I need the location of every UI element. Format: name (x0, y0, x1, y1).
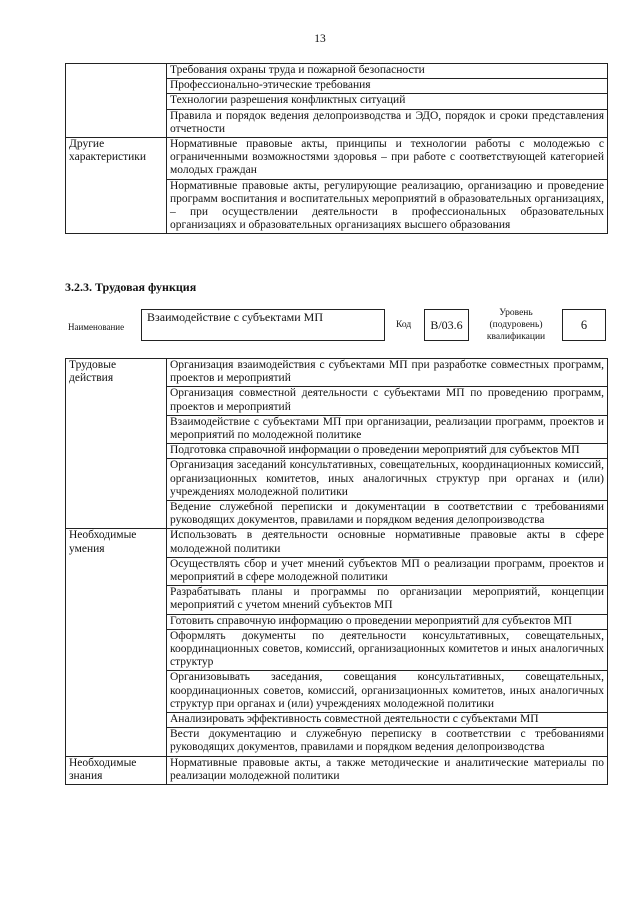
row-item-text: Организация заседаний консультативных, совещательных, координационных комиссий, организационных комитетов, иных аналогичных структур при органах и (или) учреждениях молодежной политики (167, 459, 608, 501)
row-item-text: Готовить справочную информацию о проведении мероприятий для субъектов МП (167, 614, 608, 629)
row-category-label: Другие характеристики (66, 138, 167, 234)
top-table-body (66, 64, 608, 234)
row-item-text: Организовывать заседания, совещания консультативных, совещательных, координационных советов, комиссий, организационных комитетов, иных аналогичных структур при органах и (или) учреждениях молодежной политики (167, 671, 608, 713)
row-item-text: Оформлять документы по деятельности консультативных, совещательных, координационных советов, комиссий, организационных комитетов и иных аналогичных структур (167, 629, 608, 671)
row-item-text: Организация совместной деятельности с субъектами МП по проведению программ, проектов и мероприятий (167, 387, 608, 415)
row-category-label: Необходимые знания (66, 756, 167, 784)
table-row (66, 64, 608, 79)
top-characteristics-table (65, 63, 608, 234)
row-item-text: Нормативные правовые акты, принципы и технологии работы с молодежью с ограниченными возможностями здоровья – при работе с соответствующей категорией молодых граждан (167, 138, 608, 180)
row-item-text: Организация взаимодействия с субъектами МП при разработке совместных программ, проектов и мероприятий (167, 359, 608, 387)
table-row (66, 359, 608, 387)
row-item-text: Взаимодействие с субъектами МП при организации, реализации программ, проектов и мероприятий по молодежной политике (167, 415, 608, 443)
table-row (66, 756, 608, 784)
row-item-text: Требования охраны труда и пожарной безопасности (167, 64, 608, 79)
function-code-field: B/03.6 (424, 309, 469, 341)
row-item-text: Подготовка справочной информации о проведении мероприятий для субъектов МП (167, 444, 608, 459)
code-label: Код (396, 320, 412, 330)
table-row (66, 529, 608, 557)
row-item-text: Разрабатывать планы и программы по организации мероприятий, концепции мероприятий с учетом мнений субъектов МП (167, 586, 608, 614)
section-heading: 3.2.3. Трудовая функция (65, 280, 197, 294)
table-row (66, 138, 608, 180)
main-table-body (66, 359, 608, 785)
function-name-field: Взаимодействие с субъектами МП (141, 309, 385, 341)
row-category-label: Необходимые умения (66, 529, 167, 756)
row-item-text: Вести документацию и служебную переписку в соответствии с требованиями руководящих документов, правилами и порядком ведения делопроизводства (167, 728, 608, 756)
row-item-text: Нормативные правовые акты, регулирующие реализацию, организацию и проведение программ воспитания и воспитательных мероприятий в образовательных организациях, – при осуществлении деятельности в профессиональных образовательных организациях и образовательных организациях высшего образования (167, 179, 608, 234)
row-item-text: Осуществлять сбор и учет мнений субъектов МП о реализации программ, проектов и мероприятий в сфере молодежной политики (167, 557, 608, 585)
row-item-text: Профессионально-этические требования (167, 79, 608, 94)
row-item-text: Нормативные правовые акты, а также методические и аналитические материалы по реализации молодежной политики (167, 756, 608, 784)
row-item-text: Технологии разрешения конфликтных ситуаций (167, 94, 608, 109)
row-item-text: Использовать в деятельности основные нормативные правовые акты в сфере молодежной политики (167, 529, 608, 557)
level-label: Уровень (подуровень) квалификации (486, 308, 546, 342)
row-category-label (66, 64, 167, 138)
name-label: Наименование (68, 322, 125, 332)
qualification-level-field: 6 (562, 309, 606, 341)
labor-function-table (65, 358, 608, 785)
row-category-label: Трудовые действия (66, 359, 167, 529)
row-item-text: Ведение служебной переписки и документации в соответствии с требованиями руководящих документов, правилами и порядком ведения делопроизводства (167, 501, 608, 529)
page-number: 13 (314, 33, 326, 45)
row-item-text: Анализировать эффективность совместной деятельности с субъектами МП (167, 713, 608, 728)
row-item-text: Правила и порядок ведения делопроизводства и ЭДО, порядок и сроки представления отчетности (167, 109, 608, 137)
